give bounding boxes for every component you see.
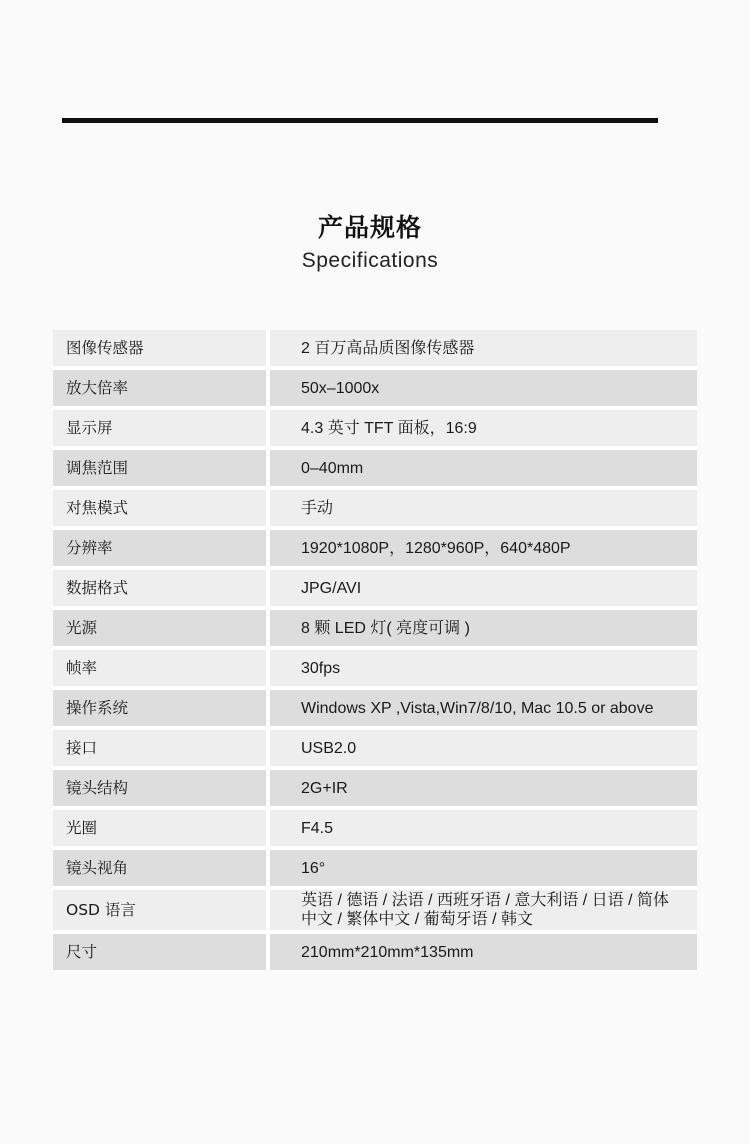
spec-row-os [53, 690, 697, 726]
spec-table [53, 330, 697, 970]
spec-row-light-source [53, 610, 697, 646]
spec-label: 显示屏 [53, 410, 266, 446]
spec-value: 手动 [270, 490, 697, 526]
spec-row-lens-structure [53, 770, 697, 806]
spec-value: 0–40mm [270, 450, 697, 486]
title-english: Specifications [301, 249, 439, 272]
spec-value: 8 颗 LED 灯( 亮度可调 ) [270, 610, 697, 646]
spec-row-frame-rate [53, 650, 697, 686]
spec-label: 镜头结构 [53, 770, 266, 806]
spec-row-view-angle [53, 850, 697, 886]
spec-row-aperture [53, 810, 697, 846]
spec-row-focus-mode [53, 490, 697, 526]
spec-row-resolution [53, 530, 697, 566]
spec-value: 210mm*210mm*135mm [270, 934, 697, 970]
spec-label: 放大倍率 [53, 370, 266, 406]
spec-value: JPG/AVI [270, 570, 697, 606]
spec-label: 分辨率 [53, 530, 266, 566]
spec-label: 操作系统 [53, 690, 266, 726]
section-title [0, 210, 740, 276]
spec-row-osd-language [53, 890, 697, 930]
spec-label: 图像传感器 [53, 330, 266, 366]
spec-label: 镜头视角 [53, 850, 266, 886]
spec-value: 16° [270, 850, 697, 886]
spec-value: 2G+IR [270, 770, 697, 806]
spec-label: 接口 [53, 730, 266, 766]
spec-row-magnification [53, 370, 697, 406]
spec-value: USB2.0 [270, 730, 697, 766]
spec-label: 帧率 [53, 650, 266, 686]
spec-label: 调焦范围 [53, 450, 266, 486]
spec-row-dimensions [53, 934, 697, 970]
spec-label: 尺寸 [53, 934, 266, 970]
spec-label: 对焦模式 [53, 490, 266, 526]
spec-label: 光源 [53, 610, 266, 646]
spec-value: 30fps [270, 650, 697, 686]
spec-label: 数据格式 [53, 570, 266, 606]
spec-value: 2 百万高品质图像传感器 [270, 330, 697, 366]
spec-row-display [53, 410, 697, 446]
spec-row-sensor [53, 330, 697, 366]
spec-label: 光圈 [53, 810, 266, 846]
title-chinese: 产品规格 [317, 213, 422, 242]
spec-value: 1920*1080P，1280*960P，640*480P [270, 530, 697, 566]
spec-value: 50x–1000x [270, 370, 697, 406]
spec-row-interface [53, 730, 697, 766]
spec-label: OSD 语言 [53, 890, 266, 930]
spec-value: Windows XP ,Vista,Win7/8/10, Mac 10.5 or above [270, 690, 697, 726]
spec-row-data-format [53, 570, 697, 606]
spec-value: 4.3 英寸 TFT 面板，16:9 [270, 410, 697, 446]
spec-value: F4.5 [270, 810, 697, 846]
header-divider [62, 118, 658, 123]
spec-value: 英语 / 德语 / 法语 / 西班牙语 / 意大利语 / 日语 / 简体中文 / 繁体中文 / 葡萄牙语 / 韩文 [270, 890, 697, 930]
spec-row-focus-range [53, 450, 697, 486]
